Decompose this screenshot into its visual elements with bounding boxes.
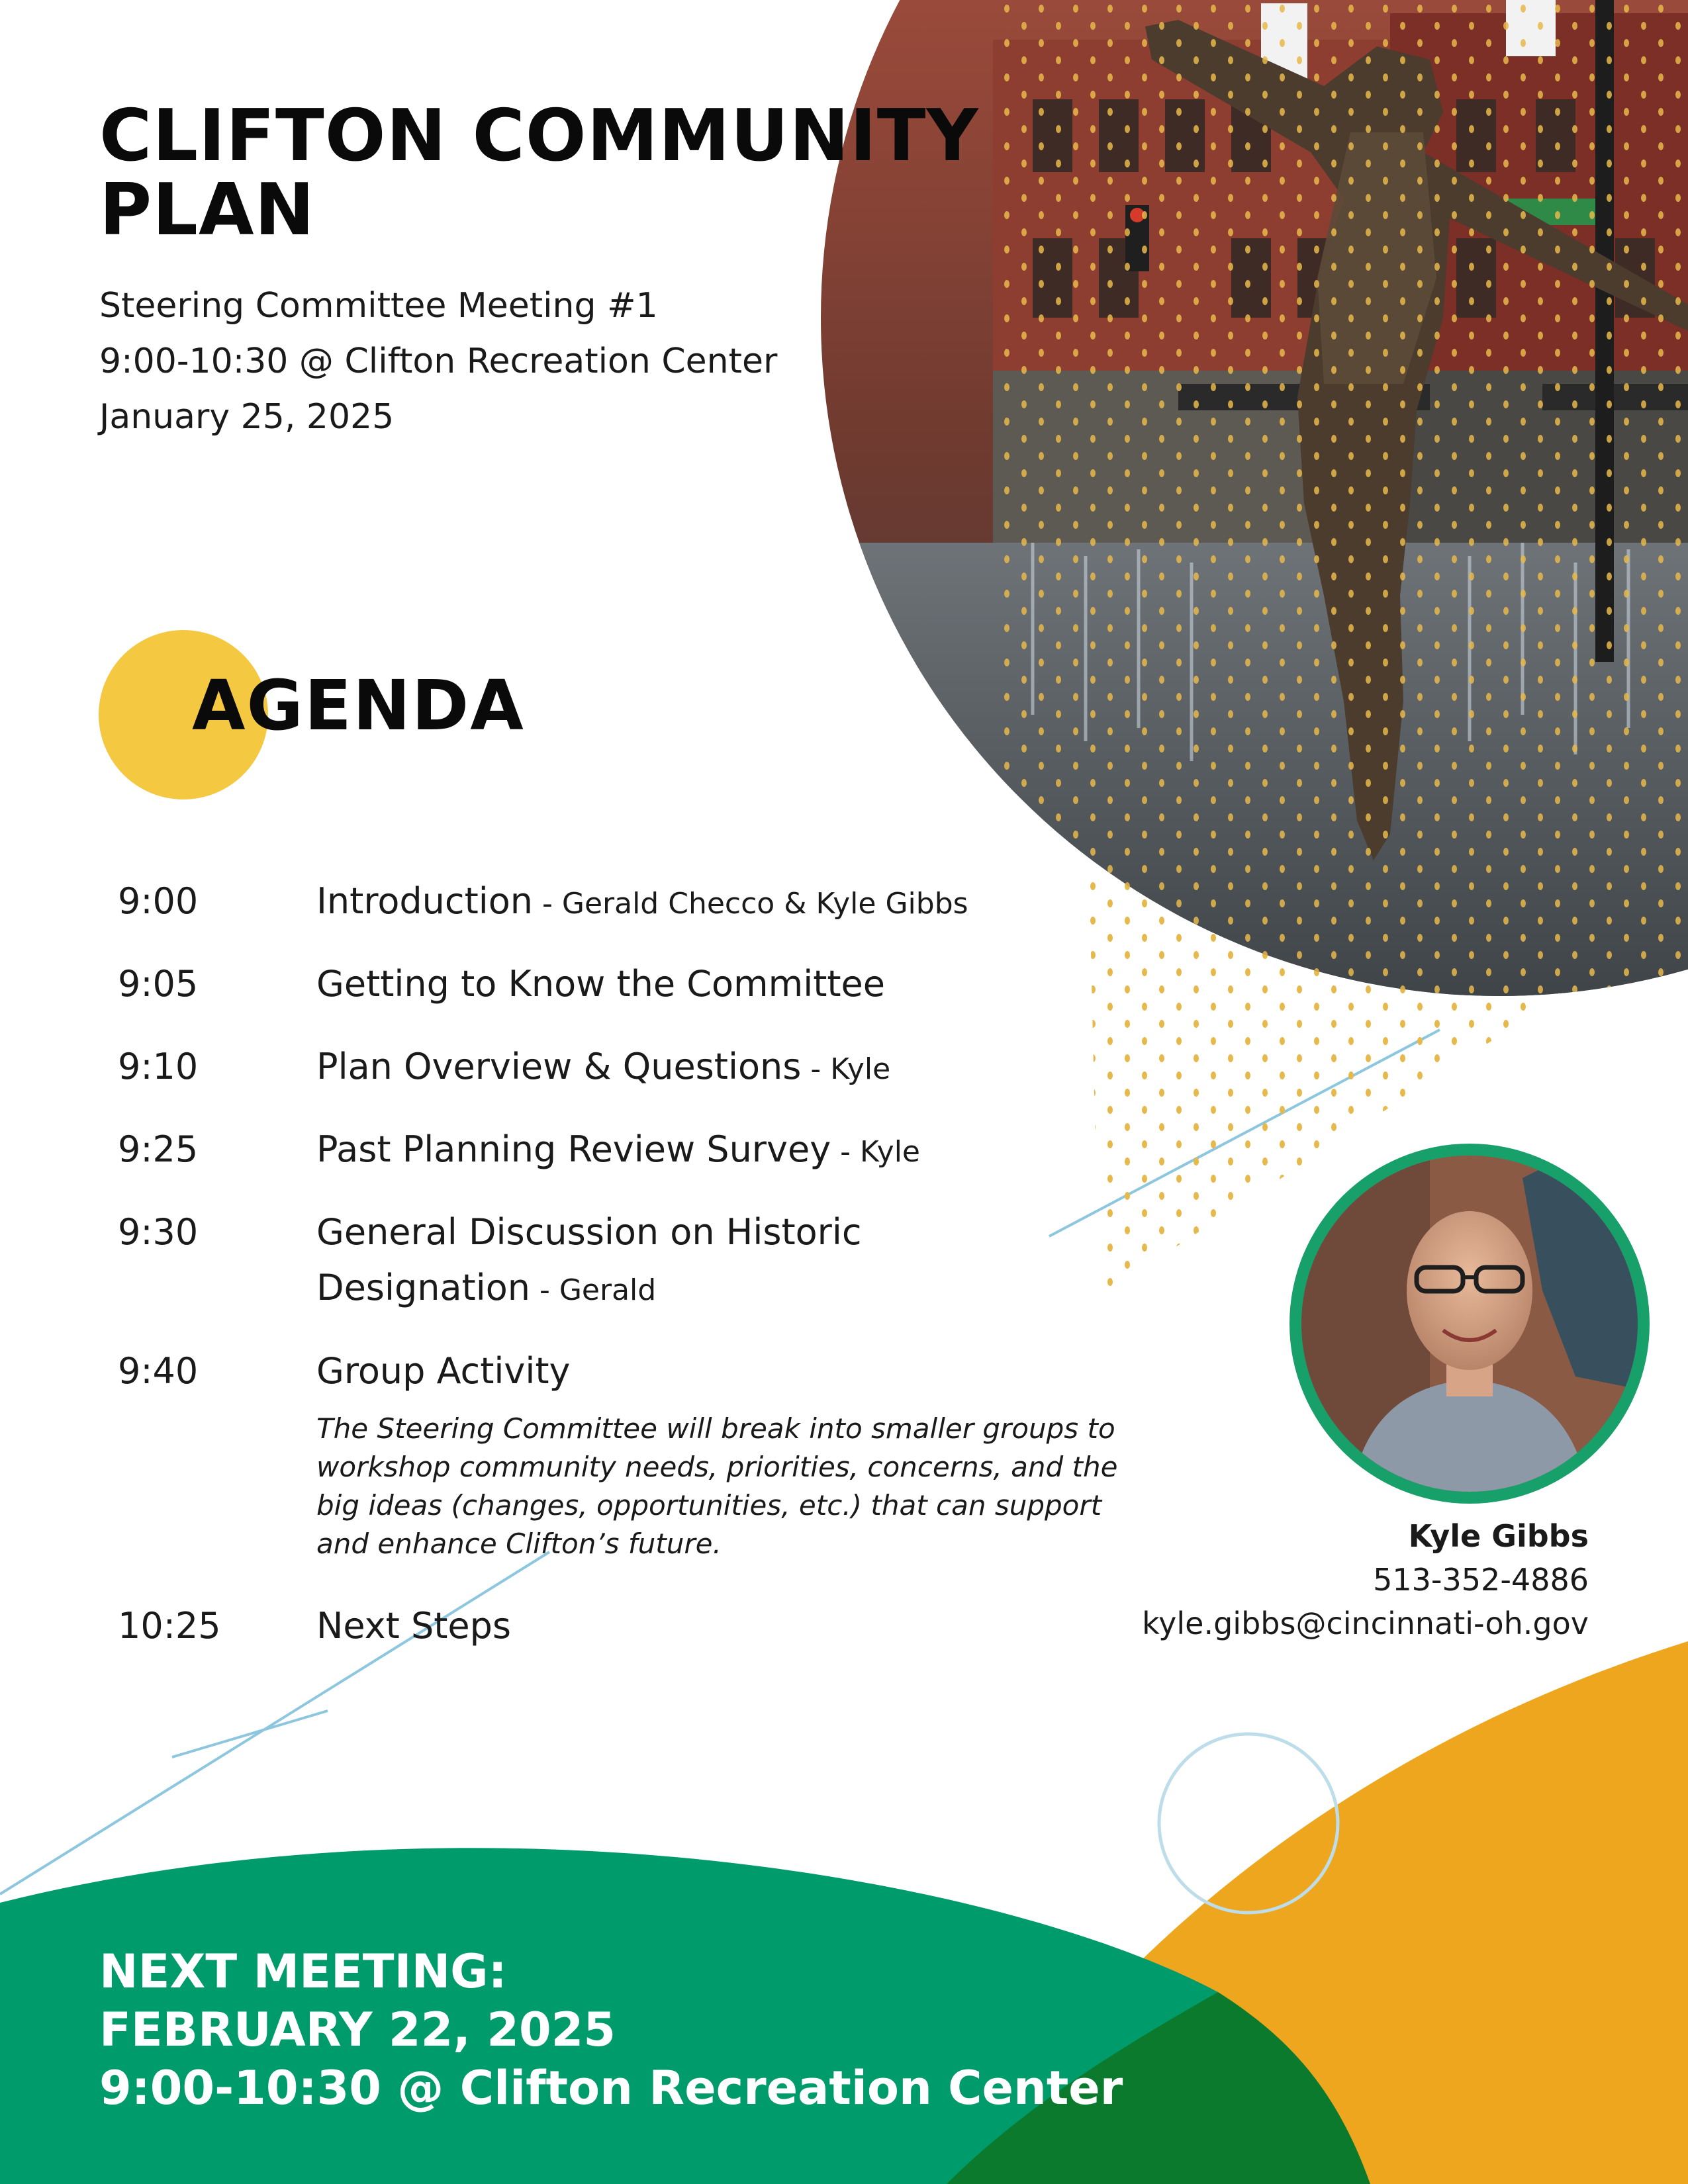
- contact-portrait: [1289, 1144, 1650, 1504]
- next-meeting-banner: [99, 1942, 1123, 2117]
- meeting-details: [99, 278, 777, 445]
- agenda-presenter: - Kyle: [831, 1135, 920, 1169]
- meeting-date: January 25, 2025: [99, 397, 395, 437]
- agenda-title: General Discussion on Historic Designation: [316, 1211, 862, 1308]
- document-title: [99, 95, 1026, 251]
- title-line-2: PLAN: [99, 169, 315, 251]
- agenda-title: Introduction: [316, 880, 534, 922]
- agenda-title: Next Steps: [316, 1605, 512, 1647]
- agenda-presenter: - Gerald Checco & Kyle Gibbs: [533, 887, 968, 921]
- agenda-description: The Steering Committee will break into smaller groups to workshop community needs, priorities, concerns, and the big ideas (changes, opportunities, etc.) that can support and enhance Clifton’s future.: [316, 1412, 1118, 1560]
- agenda-time: 9:05: [118, 963, 199, 1005]
- agenda-time: 9:00: [118, 880, 199, 922]
- next-meeting-label: NEXT MEETING:: [99, 1944, 507, 1999]
- contact-phone[interactable]: 513-352-4886: [1373, 1562, 1589, 1598]
- agenda-heading: AGENDA: [192, 665, 525, 746]
- contact-email[interactable]: kyle.gibbs@cincinnati-oh.gov: [1142, 1606, 1589, 1641]
- agenda-title: Past Planning Review Survey: [316, 1128, 831, 1170]
- title-line-1: CLIFTON COMMUNITY: [99, 95, 979, 177]
- agenda-title: Getting to Know the Committee: [316, 963, 885, 1005]
- contact-info: [1142, 1514, 1589, 1645]
- agenda-title: Group Activity: [316, 1350, 571, 1392]
- meeting-name: Steering Committee Meeting #1: [99, 286, 658, 326]
- agenda-time: 9:10: [118, 1046, 199, 1087]
- agenda-topic: [316, 1343, 1111, 1402]
- agenda-time: 10:25: [118, 1605, 221, 1647]
- agenda-time: 9:30: [118, 1211, 199, 1253]
- meeting-time-place: 9:00-10:30 @ Clifton Recreation Center: [99, 341, 778, 381]
- contact-name: Kyle Gibbs: [1408, 1518, 1589, 1554]
- agenda-topic: [316, 874, 1111, 932]
- agenda-title: Plan Overview & Questions: [316, 1046, 802, 1087]
- agenda-topic: [316, 1122, 1111, 1180]
- agenda-topic: [316, 1039, 1111, 1097]
- agenda-time: 9:25: [118, 1128, 199, 1170]
- agenda-topic: [316, 1598, 1111, 1657]
- next-meeting-time-place: 9:00-10:30 @ Clifton Recreation Center: [99, 2061, 1123, 2115]
- agenda-time: 9:40: [118, 1350, 199, 1392]
- agenda-topic: [316, 1205, 952, 1318]
- agenda-topic: [316, 956, 1111, 1015]
- agenda-presenter: - Gerald: [530, 1273, 657, 1307]
- agenda-presenter: - Kyle: [801, 1052, 891, 1086]
- next-meeting-date: FEBRUARY 22, 2025: [99, 2003, 616, 2057]
